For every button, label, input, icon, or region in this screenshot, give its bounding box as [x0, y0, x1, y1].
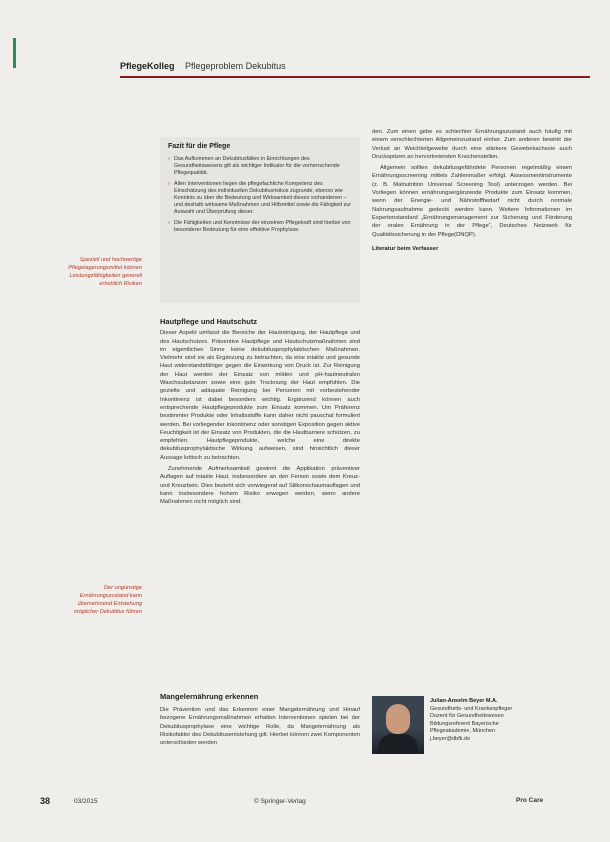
header-rule [120, 76, 590, 78]
right-column [372, 128, 572, 253]
author-line: Bildungsreferent Bayerische [430, 720, 499, 727]
paragraph: den. Zum einen gebe es schlechter Ernährungszustand auch häufig mit einem verschlechterten Allgemeinzustand einher. Zum anderen bewirkt der Verlust an Weichteilgewebe durch eine stärkere Gewebekachexie auch Druckspitzen an hervortretenden Knochenstellen. [372, 129, 572, 160]
pull-quote: Speziell und hochwertige Pflegelagerungsmittel können Leistungsfähigkeiten generell erheblich Risiken [68, 257, 142, 287]
page-number: 38 [40, 796, 51, 806]
author-box [372, 696, 572, 762]
fazit-title: Fazit für die Pflege [168, 143, 231, 150]
paragraph: Zunehmende Aufmerksamkeit gewinnt die Applikation präventiver Auflagen auf intakte Haut, insbesondere an den Fersen sowie dem Kreuz- und Kreuzbein. Dies bezieht sich vorwiegend auf Silikonschaumauflagen und kann insbesondere hohem Risiko erwogen werden, wenn andere Maßnahmen nicht möglich sind. [160, 466, 360, 506]
fazit-item: › Das Aufkommen an Dekubitusfällen in Einrichtungen des Gesundheitswesens gilt als wichtiger Indikator für die vorherrschende Pflegequalität. [168, 156, 352, 177]
section-heading: Mangelernährung erkennen [160, 692, 259, 701]
author-line: Pflegeakademie, München [430, 728, 496, 735]
publisher-name: © Springer-Verlag [254, 798, 306, 805]
fazit-list [168, 156, 352, 234]
fazit-item: › Die Fähigkeiten und Kenntnisse der einzelnen Pflegekraft sind hierbei von besonderer Bedeutung für eine effektive Prophylaxe. [168, 220, 352, 234]
author-photo [372, 696, 424, 754]
fazit-item: › Allen Interventionen liegen die pflegefachliche Kompetenz des Einschätzung des individuellen Dekubitusrisikos zugrunde, ebenso wie Kenntnis zu über die Bedeutung und Wirksamkeit dieses vorhandenen – und deshalb wirksame Maßnahmen und Hilfsmittel sowie die Fähigkeit zur Auswahl und Überprüfung dieser. [168, 181, 352, 216]
paragraph: Allgemein sollten dekubitusgefährdete Personen regelmäßig einem Ernährungsscreening mittels Zahlenmaßer erfolgt. Assessmentinstrumente (z. B. Malnutrition Universal Screening Tool) unterzogen werden. Bei Vorliegen können ernährungsergänzende Produkte zum Einsatz kommen, wenn der Energie- und Nährstoffbedarf nicht durch normale Nahrungsaufnahme gedeckt werden kann. Weitere Informationen im Expertenstandard „Ernährungsmanagement zur Sicherung und Förderung der oralen Ernährung in der Pflege“, Deutsches Netzwerk für Qualitätssicherung in der Pflege(DNQP). [372, 165, 572, 238]
issue-number: 03/2015 [74, 798, 98, 805]
paragraph: Dieser Aspekt umfasst die Bereiche der Hautreinigung, der Hautpflege und des Hautschutzes. Präventive Hautpflege und Hautschutzmaßnahmen sind im eigentlichen Sinne keine dekubitusprophylaktischen Maßnahmen. Vielmehr sind sie als Ergänzung zu betrachten, da eine intakte und gesunde Haut widerstandsfähiger gegen die Einwirkung von Druck ist. Zur Reinigung der Haut werden der Einsatz von milden und pH-hautneutralen Waschsubstanzen sowie eine gute Trocknung der Haut empfohlen. Die gezielte und adäquate Reinigung bei Personen mit vorbestehender Inkontinenz ist dabei besonders wichtig. Ergänzend können auch entsprechende Hautpflegeprodukte zum Einsatz kommen. Um Präferenz bestimmter Produkte oder Inhaltsstoffe kann daher nicht pauschal formuliert werden. Bei vorliegender Inkontinenz oder sonstigen Exposition gegen aktive Feuchtigkeit ist der Einsatz von Produkten, die die Hautbarriere schützen, zu empfehlen. Hautpflegeprodukte, welche eine direkte dekubitusprophylaktische Wirkung aufweisen, sind hinsichtlich dieser Aussage kritisch zu betrachten. [160, 330, 360, 461]
section-topic: Pflegeproblem Dekubitus [185, 61, 286, 71]
literature-note: Literatur beim Verfasser [372, 245, 439, 252]
author-line: Dozent für Gesundheitswesen [430, 713, 504, 720]
journal-name: Pro Care [516, 797, 544, 804]
section-heading: Hautpflege und Hautschutz [160, 317, 258, 326]
paragraph: Die Prävention und das Erkennen einer Mangelernährung und Hinauf bezogene Ernährungsmaßnahmen erhalten Interventionen spielen bei der Dekubitusprophylaxe eine wichtige Rolle, da Mangelernährung als Risikofaktor des Dekubitusentstehung gilt. Hierbei können zwei Komponenten unterschieden werden [160, 707, 360, 747]
left-column [160, 314, 360, 510]
green-marker [13, 38, 16, 68]
author-info [430, 698, 570, 744]
author-email[interactable]: j.beyer@dbfk.de [430, 735, 471, 742]
page-footer [40, 796, 580, 808]
author-name: Julian-Anselm Beyer M.A. [430, 698, 498, 704]
fazit-box [160, 137, 360, 303]
pull-quote: Der ungünstige Ernährungszustand kann übernehmend Entstehung möglicher Dekubitus führen [73, 585, 142, 615]
author-line: Gesundheits- und Krankenpfleger [430, 705, 513, 712]
section-kolleg: PflegeKolleg [120, 61, 175, 71]
section-header [120, 61, 590, 75]
